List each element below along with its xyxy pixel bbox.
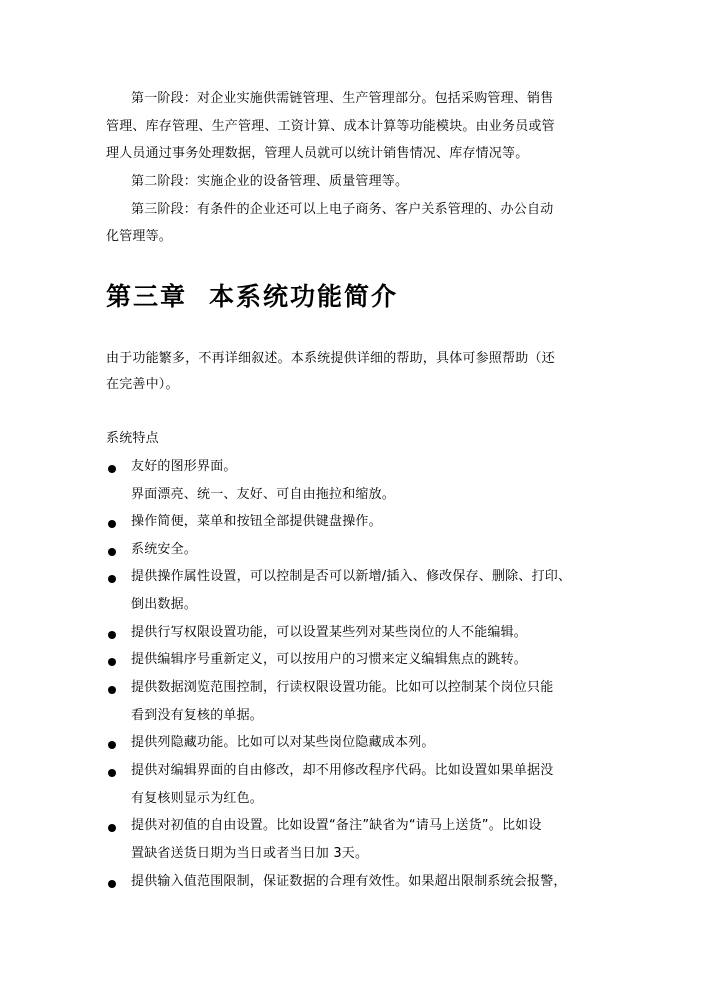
feature-1-line-2: 界面漂亮、统一、友好、可自由拖拉和缩放。 bbox=[131, 487, 396, 502]
feature-9-line-1: 提供对编辑界面的自由修改，却不用修改程序代码。比如设置如果单据没 bbox=[131, 763, 554, 778]
stage-three-line-2: 化管理等。 bbox=[106, 229, 173, 244]
chapter-heading bbox=[106, 282, 398, 312]
feature-6-line-1: 提供编辑序号重新定义，可以按用户的习惯来定义编辑焦点的跳转。 bbox=[131, 652, 528, 667]
bullet-icon bbox=[108, 465, 116, 473]
bullet-icon bbox=[108, 741, 116, 749]
bullet-icon bbox=[108, 769, 116, 777]
stage-three-line-1: 第三阶段：有条件的企业还可以上电子商务、客户关系管理的、办公自动 bbox=[131, 202, 554, 217]
stage-one-line-1: 第一阶段：对企业实施供需链管理、生产管理部分。包括采购管理、销售 bbox=[131, 91, 554, 106]
summary-line-1: 由于功能繁多，不再详细叙述。本系统提供详细的帮助，具体可参照帮助（还 bbox=[106, 351, 555, 366]
feature-11-line-1: 提供输入值范围限制，保证数据的合理有效性。如果超出限制系统会报警， bbox=[131, 874, 567, 889]
bullet-icon bbox=[108, 880, 116, 888]
feature-10-line-1: 提供对初值的自由设置。比如设置“备注”缺省为“请马上送货”。比如设 bbox=[131, 818, 542, 833]
bullet-icon bbox=[108, 631, 116, 639]
bullet-icon bbox=[108, 548, 116, 556]
bullet-icon bbox=[108, 575, 116, 583]
stage-two-line: 第二阶段：实施企业的设备管理、质量管理等。 bbox=[131, 174, 409, 189]
bullet-icon bbox=[108, 686, 116, 694]
feature-3-line-1: 系统安全。 bbox=[131, 542, 198, 557]
bullet-icon bbox=[108, 520, 116, 528]
feature-4-line-1: 提供操作属性设置，可以控制是否可以新增/插入、修改保存、删除、打印、 bbox=[131, 569, 572, 584]
feature-10-line-2: 置缺省送货日期为当日或者当日加 3天。 bbox=[131, 846, 369, 861]
chapter-number: 第三章 bbox=[106, 282, 188, 311]
stage-one-line-3: 理人员通过事务处理数据，管理人员就可以统计销售情况、库存情况等。 bbox=[106, 146, 529, 161]
feature-8-line-1: 提供列隐藏功能。比如可以对某些岗位隐藏成本列。 bbox=[131, 735, 435, 750]
bullet-icon bbox=[108, 658, 116, 666]
summary-line-2: 在完善中）。 bbox=[106, 377, 179, 392]
features-heading: 系统特点 bbox=[106, 431, 159, 446]
feature-9-line-2: 有复核则显示为红色。 bbox=[131, 791, 264, 806]
feature-5-line-1: 提供行写权限设置功能，可以设置某些列对某些岗位的人不能编辑。 bbox=[131, 625, 528, 640]
feature-7-line-2: 看到没有复核的单据。 bbox=[131, 708, 264, 723]
chapter-title: 本系统功能简介 bbox=[209, 282, 399, 311]
stage-one-line-2: 管理、库存管理、生产管理、工资计算、成本计算等功能模块。由业务员或管 bbox=[106, 119, 555, 134]
feature-1-line-1: 友好的图形界面。 bbox=[131, 459, 237, 474]
bullet-icon bbox=[108, 824, 116, 832]
feature-4-line-2: 倒出数据。 bbox=[131, 597, 198, 612]
feature-2-line-1: 操作简便，菜单和按钮全部提供键盘操作。 bbox=[131, 514, 382, 529]
feature-7-line-1: 提供数据浏览范围控制，行读权限设置功能。比如可以控制某个岗位只能 bbox=[131, 680, 554, 695]
